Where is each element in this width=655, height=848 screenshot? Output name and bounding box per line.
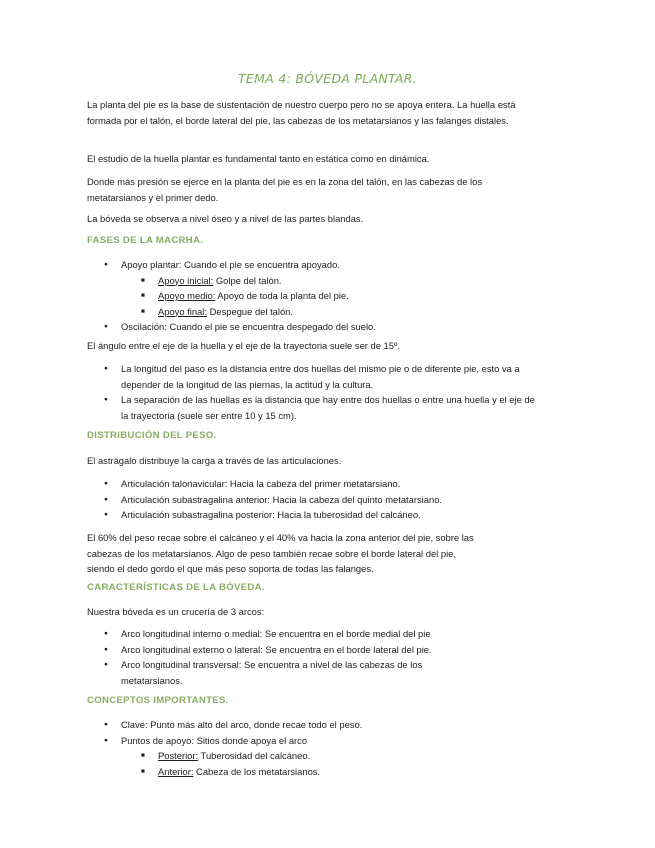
sublist-item-text: Cabeza de los metatarsianos.	[193, 765, 321, 777]
sublist-item-label: Apoyo inicial:	[158, 274, 214, 286]
articulaciones-list	[104, 476, 536, 523]
list-item	[104, 319, 536, 335]
intro-paragraph-2: El estudio de la huella plantar es fundamental tanto en estática como en dinámica.	[87, 153, 430, 164]
apoyo-sublist	[121, 748, 536, 779]
sublist-item	[141, 288, 536, 304]
list-item	[104, 257, 536, 319]
peso-paragraph	[87, 530, 557, 577]
sublist-item	[141, 273, 536, 289]
boveda-paragraph: Nuestra bóveda es un crucería de 3 arcos:	[87, 606, 265, 617]
astragalo-paragraph: El astrágalo distribuye la carga a través de las articulaciones.	[87, 455, 342, 466]
intro-paragraph-4: La bóveda se observa a nivel óseo y a nivel de las partes blandas.	[87, 213, 364, 224]
list-item: ● Arco longitudinal interno o medial: Se encuentra en el borde medial del pie	[104, 626, 536, 642]
section-heading-conceptos: CONCEPTOS IMPORTANTES.	[87, 695, 229, 706]
sublist-item-label: Apoyo final:	[158, 305, 207, 317]
section-heading-caracteristicas: CARACTERÍSTICAS DE LA BÓVEDA.	[87, 582, 265, 593]
document-title: TEMA 4: BÓVEDA PLANTAR.	[238, 71, 417, 86]
sublist-item-label: Anterior:	[158, 765, 194, 777]
sublist-item-text: Golpe del talón.	[213, 274, 282, 286]
intro-paragraph-1: La planta del pie es la base de sustentación de nuestro cuerpo pero no se apoya entera. La huella está formada por el talón, el borde lateral del pie, las cabezas de los metatarsianos y las falanges distales.	[87, 99, 516, 126]
list-item	[104, 733, 536, 780]
peso-line: cabezas de los metatarsianos. Algo de peso también recae sobre el borde lateral del pie,	[87, 547, 456, 559]
angle-paragraph: El ángulo entre el eje de la huella y el eje de la trayectoria suele ser de 15º.	[87, 340, 400, 351]
peso-line: El 60% del peso recae sobre el calcáneo y el 40% va hacia la zona anterior del pie, sobre las	[87, 532, 474, 543]
sublist-item-text: Despegue del talón.	[207, 305, 294, 317]
list-item-text: Puntos de apoyo: Sitios donde apoya el arco	[121, 734, 308, 746]
list-item: ● Articulación subastragalina anterior: Hacia la cabeza del quinto metatarsiano.	[104, 492, 536, 508]
apoyo-sublist	[121, 273, 536, 320]
arcos-list	[104, 626, 536, 688]
conceptos-list	[104, 717, 536, 779]
list-item: ● Arco longitudinal externo o lateral: Se encuentra en el borde lateral del pie.	[104, 642, 536, 658]
paso-list	[104, 361, 536, 423]
intro-paragraph-3: Donde más presión se ejerce en la planta del pie es en la zona del talón, en las cabezas de los metatarsianos y el primer dedo.	[87, 176, 483, 203]
list-item: ● Articulación talonavicular: Hacia la cabeza del primer metatarsiano.	[104, 476, 536, 492]
sublist-item-label: Posterior:	[158, 750, 199, 761]
list-item	[104, 717, 536, 733]
list-item: ● Articulación subastragalina posterior: Hacia la tuberosidad del calcáneo.	[104, 507, 536, 523]
list-item-text: Clave: Punto más alto del arco, donde recae todo el peso.	[121, 719, 363, 730]
sublist-item	[141, 304, 536, 320]
list-item-text: Apoyo plantar: Cuando el pie se encuentra apoyado.	[121, 259, 340, 270]
sublist-item-text: Tuberosidad del calcáneo.	[198, 750, 311, 761]
sublist-item-label: Apoyo medio:	[158, 290, 216, 301]
sublist-item	[141, 748, 536, 764]
peso-line: siendo el dedo gordo el que más peso soporta de todas las falanges.	[87, 563, 374, 574]
fases-list	[104, 257, 536, 335]
list-item: ● La longitud del paso es la distancia entre dos huellas del mismo pie o de diferente pie, esto va a depender de la longitud de las piernas, la actitud y la cultura.	[104, 361, 536, 392]
sublist-item-text: Apoyo de toda la planta del pie.	[215, 290, 349, 301]
list-item: ● La separación de las huellas es la distancia que hay entre dos huellas o entre una huella y el eje de la trayectoria (suele ser entre 10 y 15 cm).	[104, 392, 536, 423]
section-heading-fases: FASES DE LA MACRHA.	[87, 235, 204, 246]
section-heading-distribucion: DISTRIBUCIÓN DEL PESO.	[87, 430, 217, 441]
sublist-item	[141, 764, 536, 780]
list-item: ● Arco longitudinal transversal: Se encuentra a nivel de las cabezas de los metatarsianos.	[104, 657, 476, 688]
list-item-text: Oscilación: Cuando el pie se encuentra despegado del suelo.	[121, 321, 376, 332]
